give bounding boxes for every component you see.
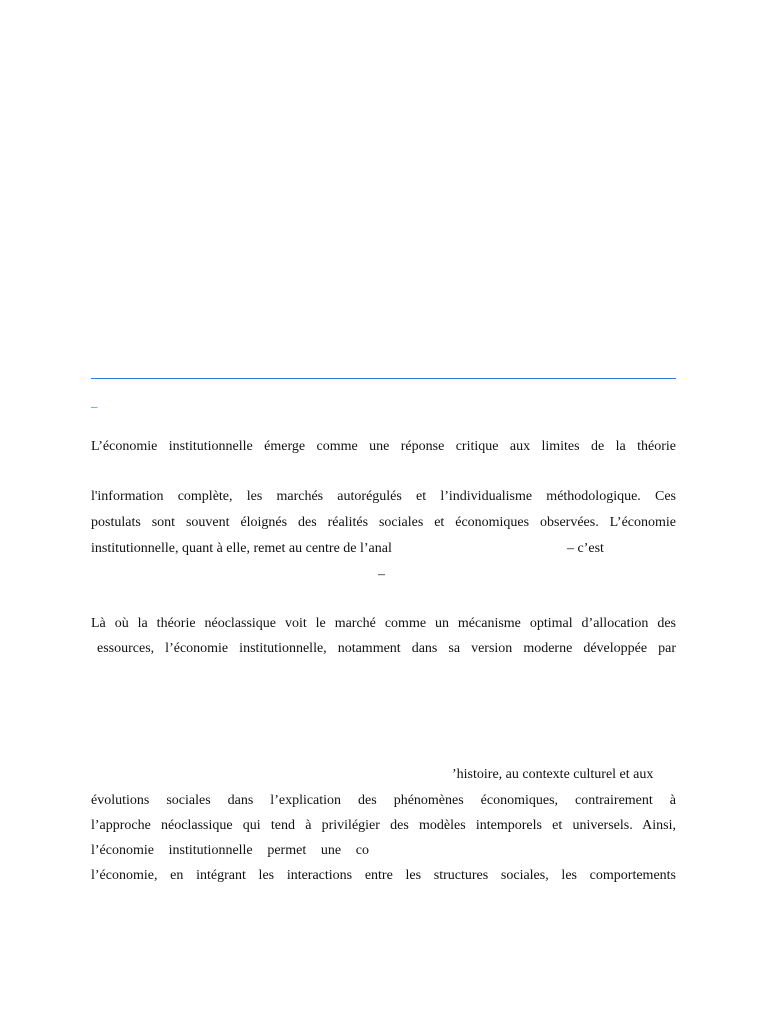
paragraph1-line1: L’économie institutionnelle émerge comme une réponse critique aux limites de la théorie	[91, 439, 676, 454]
paragraph1-line2: l'information complète, les marchés autorégulés et l’individualisme méthodologique. Ces	[91, 489, 676, 504]
paragraph3-line1: ’histoire, au contexte culturel et aux	[452, 767, 654, 782]
paragraph3-line2: évolutions sociales dans l’explication des phénomènes économiques, contrairement à	[91, 793, 676, 808]
paragraph3-line5: l’économie, en intégrant les interactions entre les structures sociales, les comportements	[91, 868, 676, 883]
paragraph1-line4-right: – c’est	[567, 541, 604, 556]
paragraph1-dash: –	[378, 567, 385, 582]
paragraph3-line3: l’approche néoclassique qui tend à privilégier des modèles intemporels et universels. Ainsi,	[91, 818, 676, 833]
paragraph2-line1: Là où la théorie néoclassique voit le marché comme un mécanisme optimal d’allocation des	[91, 616, 676, 631]
horizontal-rule	[91, 378, 676, 379]
paragraph1-line4-left: institutionnelle, quant à elle, remet au centre de l’anal	[91, 541, 392, 556]
paragraph3-line4: l’économie institutionnelle permet une co	[91, 843, 369, 858]
paragraph1-line3: postulats sont souvent éloignés des réalités sociales et économiques observées. L’économie	[91, 515, 676, 530]
paragraph2-line2: essources, l’économie institutionnelle, notamment dans sa version moderne développée par	[97, 641, 676, 656]
rule-marker: _	[91, 394, 98, 409]
